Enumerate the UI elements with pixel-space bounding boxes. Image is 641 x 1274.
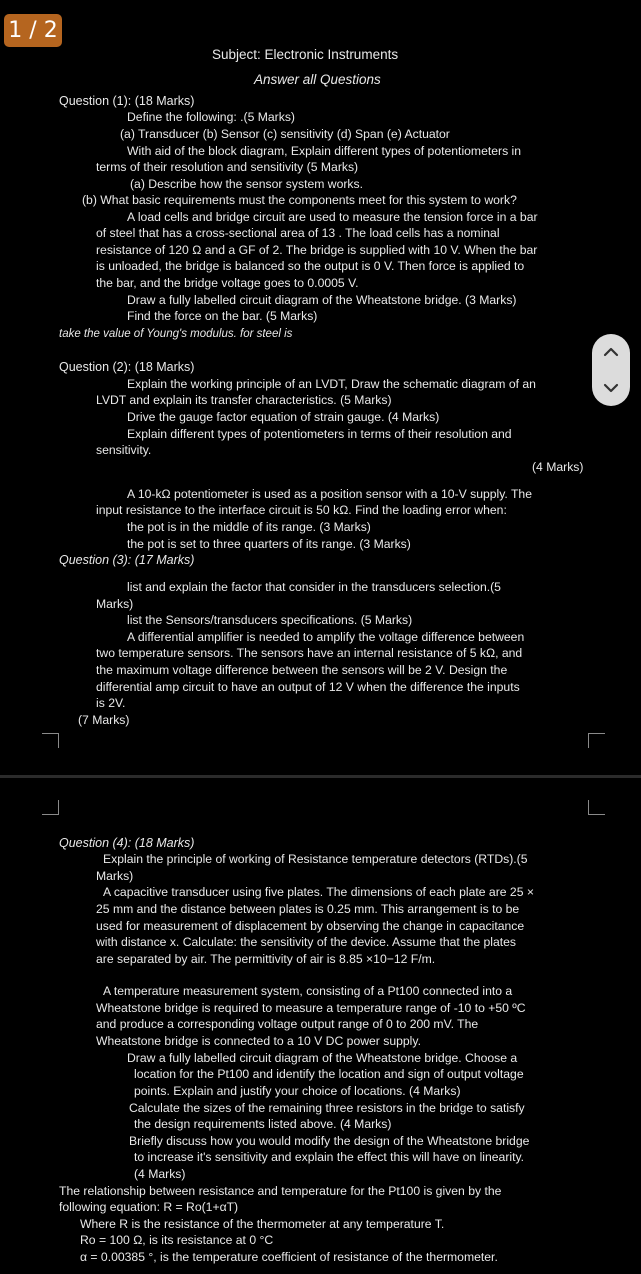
crop-mark [588, 800, 605, 815]
q2-line: the pot is in the middle of its range. (3 Marks) [127, 520, 371, 534]
question-4-heading: Question (4): (18 Marks) [59, 836, 195, 850]
q4-line: A temperature measurement system, consisting of a Pt100 connected into a [103, 984, 513, 998]
q1-line: (a) Transducer (b) Sensor (c) sensitivity (d) Span (e) Actuator [120, 127, 450, 141]
instructions: Answer all Questions [254, 72, 381, 87]
q3-line: differential amp circuit to have an output of 12 V when the difference the inputs [96, 680, 520, 694]
q4-line: to increase it's sensitivity and explain the effect this will have on linearity. [134, 1150, 525, 1164]
q2-line: Explain different types of potentiometers in terms of their resolution and [127, 427, 512, 441]
q1-note: take the value of Young's modulus. for steel is [59, 328, 293, 340]
q1-line: (a) Describe how the sensor system works. [130, 177, 363, 191]
q4-line: Where R is the resistance of the thermometer at any temperature T. [80, 1217, 445, 1231]
q4-line: Briefly discuss how you would modify the design of the Wheatstone bridge [129, 1134, 530, 1148]
q1-line: (b) What basic requirements must the components meet for this system to work? [82, 193, 517, 207]
q1-line: the bar, and the bridge voltage goes to 0.0005 V. [96, 276, 359, 290]
q3-line: A differential amplifier is needed to amplify the voltage difference between [127, 630, 525, 644]
q1-line: of steel that has a cross-sectional area of 13 . The load cells has a nominal [96, 226, 500, 240]
q4-line: are separated by air. The permittivity of air is 8.85 ×10−12 F/m. [96, 952, 436, 966]
q4-line: and produce a corresponding voltage output range of 0 to 200 mV. The [96, 1017, 479, 1031]
crop-mark [42, 800, 59, 815]
q1-line: Define the following: .(5 Marks) [127, 110, 295, 124]
crop-mark [588, 733, 605, 748]
page-nav-control [592, 334, 630, 406]
q4-line: Ro = 100 Ω, is its resistance at 0 °C [80, 1233, 274, 1247]
question-2-heading: Question (2): (18 Marks) [59, 360, 195, 374]
q4-marks: (4 Marks) [134, 1167, 186, 1181]
next-page-button[interactable] [592, 370, 630, 406]
document-page-2 [0, 778, 641, 1274]
q2-line: sensitivity. [96, 443, 152, 457]
q4-line: Draw a fully labelled circuit diagram of the Wheatstone bridge. Choose a [127, 1051, 518, 1065]
q3-line: is 2V. [96, 696, 126, 710]
page-indicator: 1 / 2 [4, 14, 62, 47]
q4-line: location for the Pt100 and identify the location and sign of output voltage [134, 1067, 524, 1081]
q4-line: Marks) [96, 869, 134, 883]
q3-line: the maximum voltage difference between the sensors will be 2 V. Design the [96, 663, 508, 677]
q2-line: input resistance to the interface circuit is 50 kΩ. Find the loading error when: [96, 503, 507, 517]
q3-line: two temperature sensors. The sensors have an internal resistance of 5 kΩ, and [96, 646, 523, 660]
q4-line: A capacitive transducer using five plates. The dimensions of each plate are 25 × [103, 885, 534, 899]
q1-line: Draw a fully labelled circuit diagram of the Wheatstone bridge. (3 Marks) [127, 293, 517, 307]
q1-line: Find the force on the bar. (5 Marks) [127, 309, 318, 323]
q4-line: Explain the principle of working of Resistance temperature detectors (RTDs).(5 [103, 852, 528, 866]
q1-line: terms of their resolution and sensitivity (5 Marks) [96, 160, 359, 174]
crop-mark [42, 733, 59, 748]
q4-line: Wheatstone bridge is connected to a 10 V DC power supply. [96, 1034, 421, 1048]
q4-line: following equation: R = Ro(1+αT) [59, 1200, 239, 1214]
q4-line: the design requirements listed above. (4 Marks) [134, 1117, 392, 1131]
q4-line: The relationship between resistance and temperature for the Pt100 is given by the [59, 1184, 502, 1198]
q1-line: A load cells and bridge circuit are used to measure the tension force in a bar [127, 210, 538, 224]
q3-line: list and explain the factor that consider in the transducers selection.(5 [127, 580, 501, 594]
chevron-up-icon [603, 347, 619, 357]
q4-line: Calculate the sizes of the remaining three resistors in the bridge to satisfy [129, 1101, 525, 1115]
q2-line: LVDT and explain its transfer characteristics. (5 Marks) [96, 393, 392, 407]
q4-line: 25 mm and the distance between plates is 0.25 mm. This arrangement is to be [96, 902, 520, 916]
q2-line: Drive the gauge factor equation of strain gauge. (4 Marks) [127, 410, 440, 424]
q3-line: list the Sensors/transducers specifications. (5 Marks) [127, 613, 413, 627]
q4-line: Wheatstone bridge is required to measure a temperature range of -10 to +50 ºC [96, 1001, 526, 1015]
q3-line: Marks) [96, 597, 134, 611]
previous-page-button[interactable] [592, 334, 630, 370]
question-3-heading: Question (3): (17 Marks) [59, 553, 195, 567]
q4-line: used for measurement of displacement by observing the change in capacitance [96, 919, 525, 933]
question-1-heading: Question (1): (18 Marks) [59, 94, 195, 108]
q4-line: α = 0.00385 °, is the temperature coefficient of resistance of the thermometer. [80, 1250, 498, 1264]
subject-title: Subject: Electronic Instruments [212, 47, 399, 62]
q2-line: the pot is set to three quarters of its range. (3 Marks) [127, 537, 411, 551]
chevron-down-icon [603, 383, 619, 393]
q3-marks: (7 Marks) [78, 713, 130, 727]
q4-line: with distance x. Calculate: the sensitivity of the device. Assume that the plates [96, 935, 517, 949]
q1-line: resistance of 120 Ω and a GF of 2. The bridge is supplied with 10 V. When the bar [96, 243, 538, 257]
q2-line: Explain the working principle of an LVDT, Draw the schematic diagram of an [127, 377, 536, 391]
q2-marks: (4 Marks) [532, 460, 584, 474]
q4-line: points. Explain and justify your choice of locations. (4 Marks) [134, 1084, 461, 1098]
q1-line: is unloaded, the bridge is balanced so the output is 0 V. Then force is applied to [96, 259, 525, 273]
q1-line: With aid of the block diagram, Explain different types of potentiometers in [127, 144, 522, 158]
q2-line: A 10-kΩ potentiometer is used as a position sensor with a 10-V supply. The [127, 487, 532, 501]
